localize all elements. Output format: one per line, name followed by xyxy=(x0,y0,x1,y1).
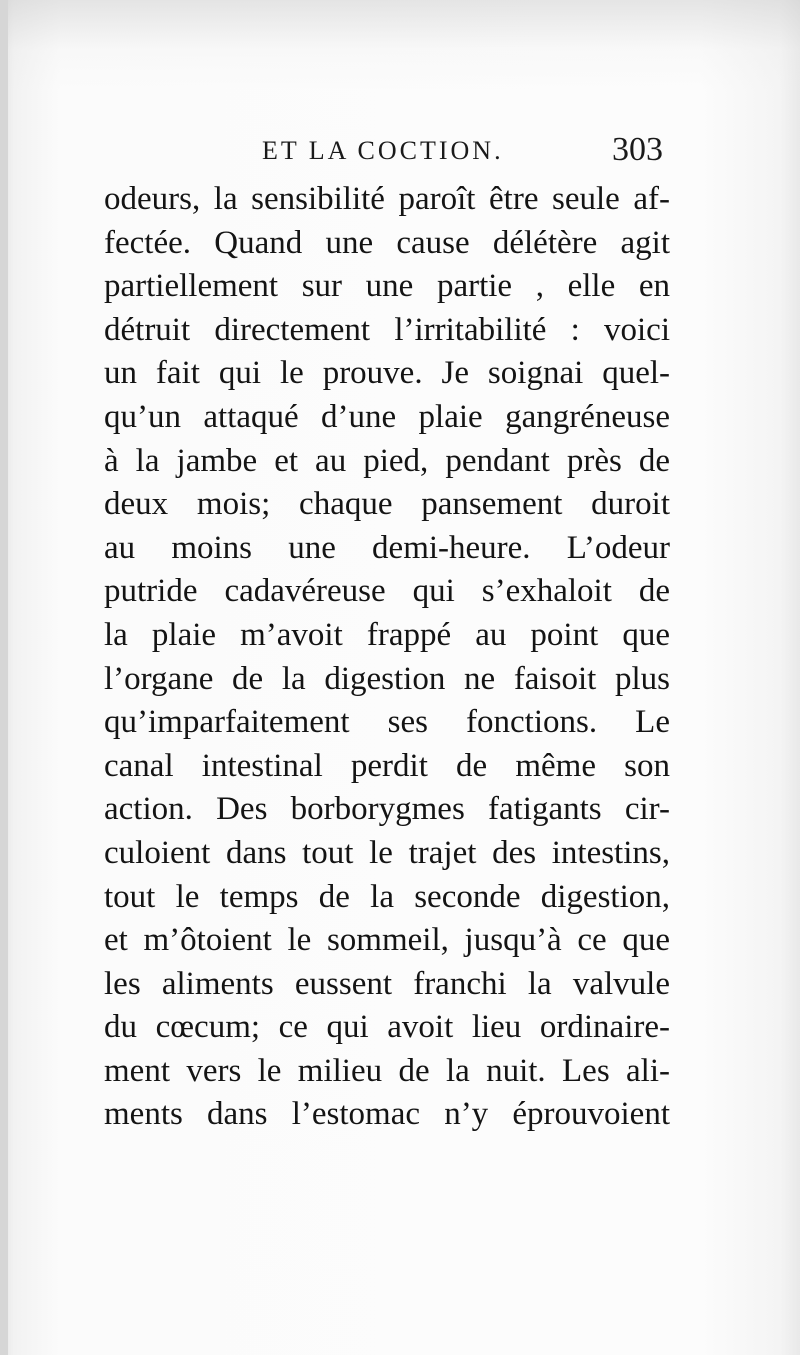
page-shading xyxy=(0,0,800,90)
text-line: ment vers le milieu de la nuit. Les ali- xyxy=(104,1052,670,1089)
text-line: qu’un attaqué d’une plaie gangréneuse xyxy=(104,398,670,435)
text-line: culoient dans tout le trajet des intestins, xyxy=(104,834,670,871)
text-line: ments dans l’estomac n’y éprouvoient xyxy=(104,1096,670,1133)
text-line: la plaie m’avoit frappé au point que xyxy=(104,616,670,653)
text-line: canal intestinal perdit de même son xyxy=(104,747,670,784)
text-line: odeurs, la sensibilité paroît être seule af- xyxy=(104,181,670,217)
text-line: partiellement sur une partie , elle en xyxy=(104,268,670,305)
text-line: détruit directement l’irritabilité : voici xyxy=(104,311,670,348)
text-line: action. Des borborygmes fatigants cir- xyxy=(104,791,670,828)
body-text xyxy=(104,178,670,1137)
text-line: un fait qui le prouve. Je soignai quel- xyxy=(104,355,670,392)
running-head: ET LA COCTION. xyxy=(262,136,504,165)
text-line: fectée. Quand une cause délétère agit xyxy=(104,224,670,261)
text-line: tout le temps de la seconde digestion, xyxy=(104,878,670,915)
page-edge xyxy=(0,0,8,1355)
text-line: deux mois; chaque pansement duroit xyxy=(104,486,670,523)
text-line: du cœcum; ce qui avoit lieu ordinaire- xyxy=(104,1009,670,1046)
text-line: qu’imparfaitement ses fonctions. Le xyxy=(104,704,670,741)
text-line: putride cadavéreuse qui s’exhaloit de xyxy=(104,573,670,610)
text-line: les aliments eussent franchi la valvule xyxy=(104,965,670,1002)
text-line: au moins une demi-heure. L’odeur xyxy=(104,529,670,566)
text-line: à la jambe et au pied, pendant près de xyxy=(104,442,670,479)
page-number: 303 xyxy=(612,131,663,168)
text-line: et m’ôtoient le sommeil, jusqu’à ce que xyxy=(104,922,670,959)
text-line: l’organe de la digestion ne faisoit plus xyxy=(104,660,670,697)
